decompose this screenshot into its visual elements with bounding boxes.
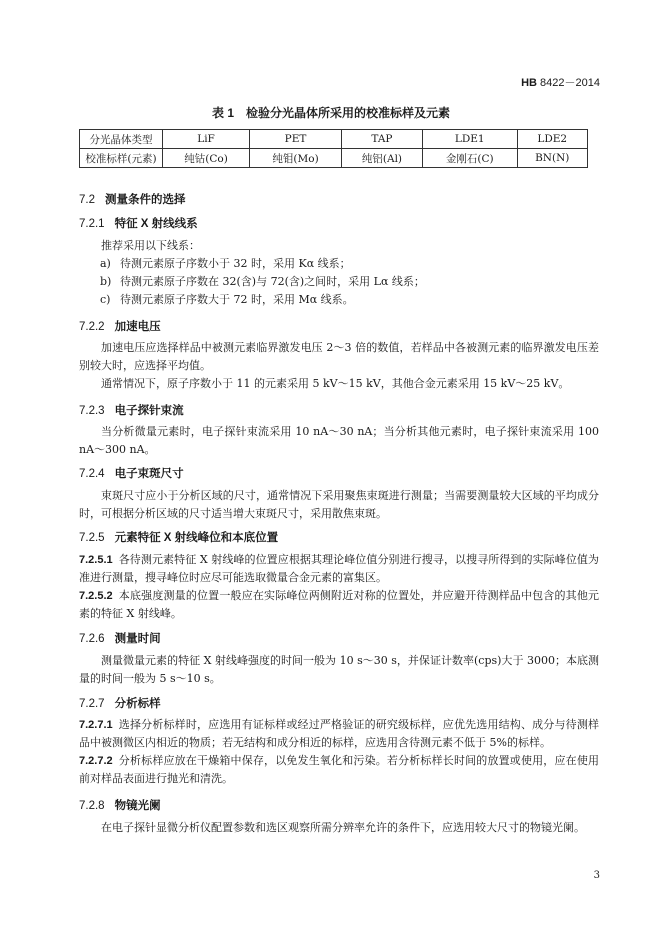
section-number: 7.2.7 <box>79 698 105 710</box>
section-title: 测量时间 <box>114 633 161 645</box>
subclause-number: 7.2.7.1 <box>79 719 113 731</box>
section-heading-7-2-8 <box>79 797 161 813</box>
section-heading-7-2 <box>79 191 186 207</box>
list-text: 待测元素原子序数大于 72 时，采用 Mα 线系。 <box>120 293 354 306</box>
section-title: 物镜光阑 <box>114 800 161 812</box>
section-number: 7.2.5 <box>79 532 105 544</box>
list-marker: b) <box>100 275 112 288</box>
paragraph: 当分析微量元素时，电子探针束流采用 10 nA～30 nA；当分析其他元素时，电子探针束流采用 100 nA～300 nA。 <box>79 425 599 456</box>
paragraph: 推荐采用以下线系： <box>101 239 200 252</box>
document-header <box>521 74 600 90</box>
list-item <box>100 273 425 291</box>
section-title: 特征 X 射线线系 <box>114 218 198 230</box>
table-cell: 分光晶体类型 <box>80 130 163 149</box>
section-title: 测量条件的选择 <box>105 194 186 206</box>
paragraph: 通常情况下，原子序数小于 11 的元素采用 5 kV～15 kV，其他合金元素采用 15 kV～25 kV。 <box>101 377 570 390</box>
page-number: 3 <box>593 870 600 881</box>
subclause-7-2-5-1 <box>79 551 599 587</box>
section-heading-7-2-5 <box>79 529 278 545</box>
calibration-table <box>79 129 588 168</box>
subclause-number: 7.2.5.2 <box>79 590 113 602</box>
table-caption: 表 1 检验分光晶体所采用的校准标样及元素 <box>211 106 450 120</box>
paragraph: 在电子探针显微分析仪配置参数和选区观察所需分辨率允许的条件下，应选用较大尺寸的物镜光阑。 <box>101 821 585 834</box>
section-title: 电子束斑尺寸 <box>114 468 184 480</box>
list-text: 待测元素原子序数在 32(含)与 72(含)之间时，采用 Lα 线系； <box>120 275 425 288</box>
subclause-text: 选择分析标样时，应选用有证标样或经过严格验证的研究级标样，应优先选用结构、成分与待测样品中被测微区内相近的物质；若无结构和成分相近的标样，应选用含待测元素不低于 5%的标样。 <box>79 718 599 749</box>
subclause-text: 本底强度测量的位置一般应在实际峰位两侧附近对称的位置处，并应避开待测样品中包含的其他元素的特征 X 射线峰。 <box>79 589 599 620</box>
table-cell: 校准标样(元素) <box>80 149 163 168</box>
paragraph: 测量微量元素的特征 X 射线峰强度的时间一般为 10 s～30 s，并保证计数率(cps)大于 3000；本底测量的时间一般为 5 s～10 s。 <box>79 654 599 685</box>
section-heading-7-2-7 <box>79 695 161 711</box>
table-cell: 纯钴(Co) <box>163 149 250 168</box>
section-heading-7-2-1 <box>79 215 198 231</box>
table-cell: 纯钼(Mo) <box>250 149 342 168</box>
section-number: 7.2.2 <box>79 321 105 333</box>
list-marker: c) <box>100 293 111 306</box>
table-cell: LDE2 <box>517 130 588 149</box>
section-title: 元素特征 X 射线峰位和本底位置 <box>114 532 279 544</box>
section-title: 电子探针束流 <box>114 405 184 417</box>
list-marker: a) <box>100 257 111 270</box>
section-title: 分析标样 <box>114 698 161 710</box>
table-row <box>80 130 588 149</box>
section-number: 7.2 <box>79 194 95 206</box>
standard-number: 8422－2014 <box>540 77 600 89</box>
table-row <box>80 149 588 168</box>
paragraph: 加速电压应选择样品中被测元素临界激发电压 2～3 倍的数值，若样品中各被测元素的临界激发电压差别较大时，应选择平均值。 <box>79 341 599 372</box>
standard-code: HB <box>521 77 537 89</box>
subclause-text: 各待测元素特征 X 射线峰的位置应根据其理论峰位值分别进行搜寻，以搜寻所得到的实际峰位值为准进行测量，搜寻峰位时应尽可能选取微量合金元素的富集区。 <box>79 553 599 584</box>
section-title: 加速电压 <box>114 321 161 333</box>
section-heading-7-2-3 <box>79 402 184 418</box>
subclause-number: 7.2.7.2 <box>79 755 113 767</box>
section-number: 7.2.4 <box>79 468 105 480</box>
section-number: 7.2.3 <box>79 405 105 417</box>
subclause-7-2-5-2 <box>79 587 599 623</box>
section-number: 7.2.6 <box>79 633 105 645</box>
subclause-text: 分析标样应放在干燥箱中保存，以免发生氧化和污染。若分析标样长时间的放置或使用，应在使用前对样品表面进行抛光和清洗。 <box>79 754 599 785</box>
paragraph: 束斑尺寸应小于分析区域的尺寸，通常情况下采用聚焦束斑进行测量；当需要测量较大区域的平均成分时，可根据分析区域的尺寸适当增大束斑尺寸，采用散焦束斑。 <box>79 489 599 520</box>
table-cell: 金刚石(C) <box>422 149 517 168</box>
table-cell: 纯铝(Al) <box>342 149 423 168</box>
subclause-number: 7.2.5.1 <box>79 554 113 566</box>
list-text: 待测元素原子序数小于 32 时，采用 Kα 线系； <box>120 257 351 270</box>
section-heading-7-2-4 <box>79 465 184 481</box>
section-heading-7-2-2 <box>79 318 161 334</box>
list-item <box>100 291 354 309</box>
table-cell: PET <box>250 130 342 149</box>
subclause-7-2-7-1 <box>79 716 599 752</box>
section-heading-7-2-6 <box>79 630 161 646</box>
table-cell: LiF <box>163 130 250 149</box>
subclause-7-2-7-2 <box>79 752 599 788</box>
section-number: 7.2.1 <box>79 218 105 230</box>
section-number: 7.2.8 <box>79 800 105 812</box>
table-cell: LDE1 <box>422 130 517 149</box>
table-cell: TAP <box>342 130 423 149</box>
table-cell: BN(N) <box>517 149 588 168</box>
list-item <box>100 255 351 273</box>
